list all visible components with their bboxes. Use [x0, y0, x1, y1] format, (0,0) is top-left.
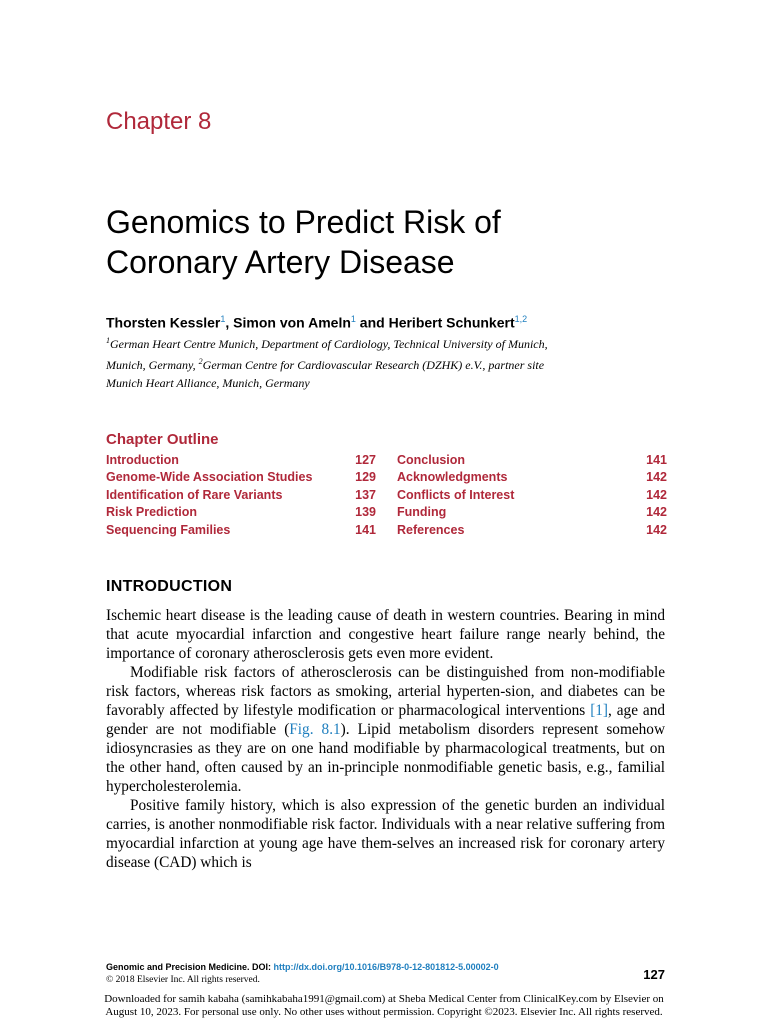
outline-item-page: 142 [646, 522, 667, 537]
outline-item-page: 142 [646, 487, 667, 502]
affiliation-text: Munich, Germany, [106, 358, 199, 372]
footer-doi [106, 962, 499, 972]
affiliation-text: German Centre for Cardiovascular Research (DZHK) e.V., partner site [202, 358, 545, 372]
section-heading: INTRODUCTION [106, 578, 233, 595]
paragraph: Ischemic heart disease is the leading cause of death in western countries. Bearing in mind that acute myocardial infarction and congestive heart failure range nearly behind, the importance of coronary atherosclerosis gets even more evident. [106, 607, 665, 662]
outline-item[interactable] [397, 488, 667, 505]
outline-item-label: Acknowledgments [397, 470, 508, 485]
book-label: Genomic and Precision Medicine. DOI: [106, 962, 274, 972]
outline-item-label: Risk Prediction [106, 505, 197, 520]
outline-item-label: Identification of Rare Variants [106, 487, 283, 502]
outline-item-page: 141 [355, 522, 376, 537]
outline-item-page: 142 [646, 505, 667, 520]
outline-item-label: Sequencing Families [106, 522, 231, 537]
citation-link[interactable]: [1] [590, 702, 609, 719]
outline-item-page: 127 [355, 453, 376, 467]
outline-item-page: 137 [355, 487, 376, 502]
outline-item[interactable] [106, 488, 376, 505]
author-affiliation-ref[interactable]: 1 [350, 314, 356, 324]
paragraph-text: Modifiable risk factors of atherosclerosis can be distinguished from non-modifiable risk factors, whereas risk factors as smoking, arterial hyperten-sion, and diabetes can be favorably affected by lifestyle modification or pharmacological interventions [106, 664, 665, 719]
page-number: 127 [643, 967, 665, 982]
outline-item-label: Genome-Wide Association Studies [106, 470, 313, 485]
outline-column-right [397, 453, 667, 540]
affiliation-text: Munich Heart Alliance, Munich, Germany [106, 376, 310, 390]
outline-item-label: Funding [397, 505, 447, 520]
outline-item[interactable] [397, 505, 667, 522]
outline-item-label: Introduction [106, 453, 179, 467]
chapter-outline-title: Chapter Outline [106, 431, 219, 448]
copyright: © 2018 Elsevier Inc. All rights reserved. [106, 975, 260, 985]
affiliation-number: 1 [106, 336, 110, 345]
paragraph-text: ). Lipid metabolism disorders represent somehow idiosyncrasies as they are on one hand modifiable by pharmacological treatments, but on the other hand, often caused by an in-principle nonmodifiable genetic basis, e.g., familial hypercholesterolemia. [106, 721, 665, 795]
author-affiliation-ref[interactable]: 1,2 [514, 314, 528, 324]
outline-item[interactable] [106, 453, 376, 470]
affiliations [106, 332, 676, 392]
outline-item-label: References [397, 522, 465, 537]
download-notice [0, 993, 768, 1018]
body-text [106, 606, 665, 872]
outline-item-label: Conclusion [397, 453, 466, 467]
affiliation-number: 2 [198, 357, 203, 366]
chapter-label: Chapter 8 [106, 108, 212, 135]
outline-item[interactable] [397, 453, 667, 470]
affiliation-text: German Heart Centre Munich, Department of Cardiology, Technical University of Munich, [110, 337, 548, 351]
chapter-title-line2: Coronary Artery Disease [106, 244, 455, 280]
outline-item-page: 142 [646, 470, 667, 485]
author-name: Thorsten Kessler [106, 314, 221, 331]
outline-item-page: 139 [355, 505, 376, 520]
outline-column-left [106, 453, 376, 540]
outline-item-page: 129 [355, 470, 376, 485]
author-name: Simon von Ameln [233, 314, 351, 331]
download-notice-line: August 10, 2023. For personal use only. No other uses without permission. Copyright ©2023. Elsevier Inc. All rights reserved. [105, 1005, 663, 1018]
author-affiliation-ref[interactable]: 1 [220, 314, 226, 324]
author-list [106, 314, 527, 331]
outline-item[interactable] [106, 523, 376, 540]
outline-item-page: 141 [646, 453, 667, 467]
paragraph: Positive family history, which is also expression of the genetic burden an individual carries, is another nonmodifiable risk factor. Individuals with a near relative suffering from myocardial infarction at young age have them-selves an increased risk for coronary artery disease (CAD) which is [106, 797, 665, 871]
author-name: Heribert Schunkert [388, 314, 515, 331]
chapter-title [106, 202, 706, 282]
doi-link[interactable]: http://dx.doi.org/10.1016/B978-0-12-801812-5.00002-0 [273, 962, 499, 972]
paragraph [106, 663, 665, 796]
outline-item[interactable] [397, 523, 667, 540]
outline-item-label: Conflicts of Interest [397, 487, 515, 502]
outline-item[interactable] [397, 470, 667, 487]
author-separator: and [355, 314, 389, 331]
paragraph-text: , age and gender are not modifiable ( [106, 702, 665, 738]
download-notice-line: Downloaded for samih kabaha (samihkabaha1991@gmail.com) at Sheba Medical Center from ClinicalKey.com by Elsevier on [104, 993, 664, 1005]
chapter-title-line1: Genomics to Predict Risk of [106, 204, 501, 240]
figure-link[interactable]: Fig. 8.1 [289, 721, 341, 738]
outline-item[interactable] [106, 470, 376, 487]
author-separator: , [225, 314, 234, 331]
outline-item[interactable] [106, 505, 376, 522]
